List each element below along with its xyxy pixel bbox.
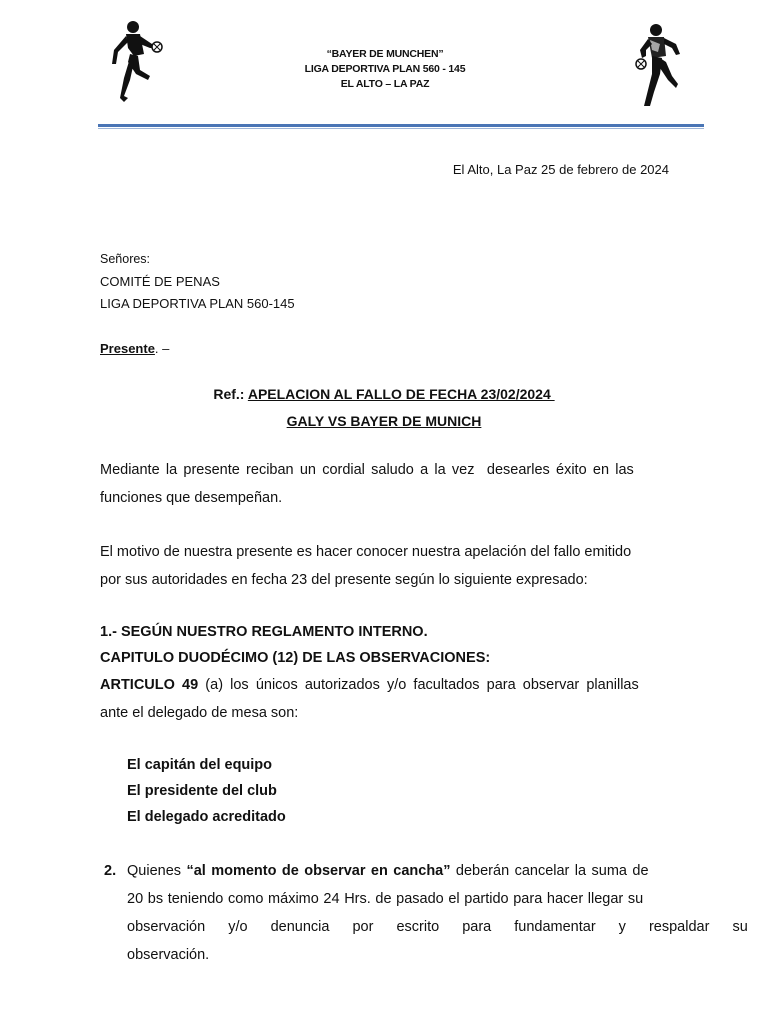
point-2-line-2: 20 bs teniendo como máximo 24 Hrs. de pasado el partido para hacer llegar su: [127, 891, 644, 907]
greeting-paragraph: [100, 456, 668, 512]
article-line-1: [100, 671, 668, 699]
reference-line-1: [100, 386, 668, 402]
point-2-paragraph: [127, 857, 748, 969]
chapter-title: CAPITULO DUODÉCIMO (12) DE LAS OBSERVACIONES:: [100, 650, 491, 666]
reference-line-2: [100, 413, 668, 429]
section-1-title: 1.- SEGÚN NUESTRO REGLAMENTO INTERNO.: [100, 624, 428, 640]
reference-subject: APELACION AL FALLO DE FECHA 23/02/2024: [247, 386, 555, 402]
article-paragraph: [100, 671, 668, 727]
soccer-player-icon: [632, 22, 688, 108]
authorized-item: El presidente del club: [127, 783, 277, 799]
greeting-line-1: [100, 456, 668, 484]
point-2-line-4: observación.: [127, 947, 210, 963]
league-name: LIGA DEPORTIVA PLAN 560 - 145: [304, 63, 466, 75]
point-2-bold: “al momento de observar en cancha”: [186, 863, 451, 879]
article-label: ARTICULO 49: [100, 677, 199, 693]
point-2-rest: deberán cancelar la suma de: [450, 863, 649, 879]
point-2-line-1: [127, 857, 668, 885]
letterhead: [200, 47, 570, 92]
header-rule: [98, 124, 704, 127]
club-name: “BAYER DE MUNCHEN”: [326, 48, 444, 60]
greeting-line-2: funciones que desempeñan.: [100, 490, 283, 506]
article-text-1: (a) los únicos autorizados y/o facultados para observar planillas: [198, 677, 639, 693]
motive-paragraph: [100, 538, 668, 594]
presente-suffix: . –: [154, 341, 170, 356]
point-2-number: 2.: [104, 863, 117, 879]
point-2-line-3: observación y/o denuncia por escrito para fundamentar y respaldar su: [127, 919, 748, 935]
recipient-line-2: LIGA DEPORTIVA PLAN 560-145: [100, 296, 295, 311]
reference-match: GALY VS BAYER DE MUNICH: [286, 413, 482, 429]
article-line-2: ante el delegado de mesa son:: [100, 705, 299, 721]
motive-line-1: El motivo de nuestra presente es hacer conocer nuestra apelación del fallo emitido: [100, 544, 632, 560]
reference-label: Ref.:: [213, 386, 248, 402]
date-line: El Alto, La Paz 25 de febrero de 2024: [452, 162, 669, 177]
presente-line: [100, 341, 169, 356]
authorized-item: El capitán del equipo: [127, 757, 273, 773]
point-2-lead: Quienes: [127, 863, 187, 879]
motive-line-2: por sus autoridades en fecha 23 del presente según lo siguiente expresado:: [100, 572, 588, 588]
salutation: Señores:: [100, 252, 151, 266]
authorized-item: El delegado acreditado: [127, 809, 286, 825]
soccer-player-icon: [106, 18, 166, 106]
recipient-line-1: COMITÉ DE PENAS: [100, 274, 220, 289]
header-rule-shadow: [98, 128, 704, 129]
greeting-text-1: Mediante la presente reciban un cordial saludo a la vez desearles éxito en las: [100, 462, 634, 478]
presente-label: Presente: [100, 341, 155, 356]
city-name: EL ALTO – LA PAZ: [340, 78, 430, 90]
